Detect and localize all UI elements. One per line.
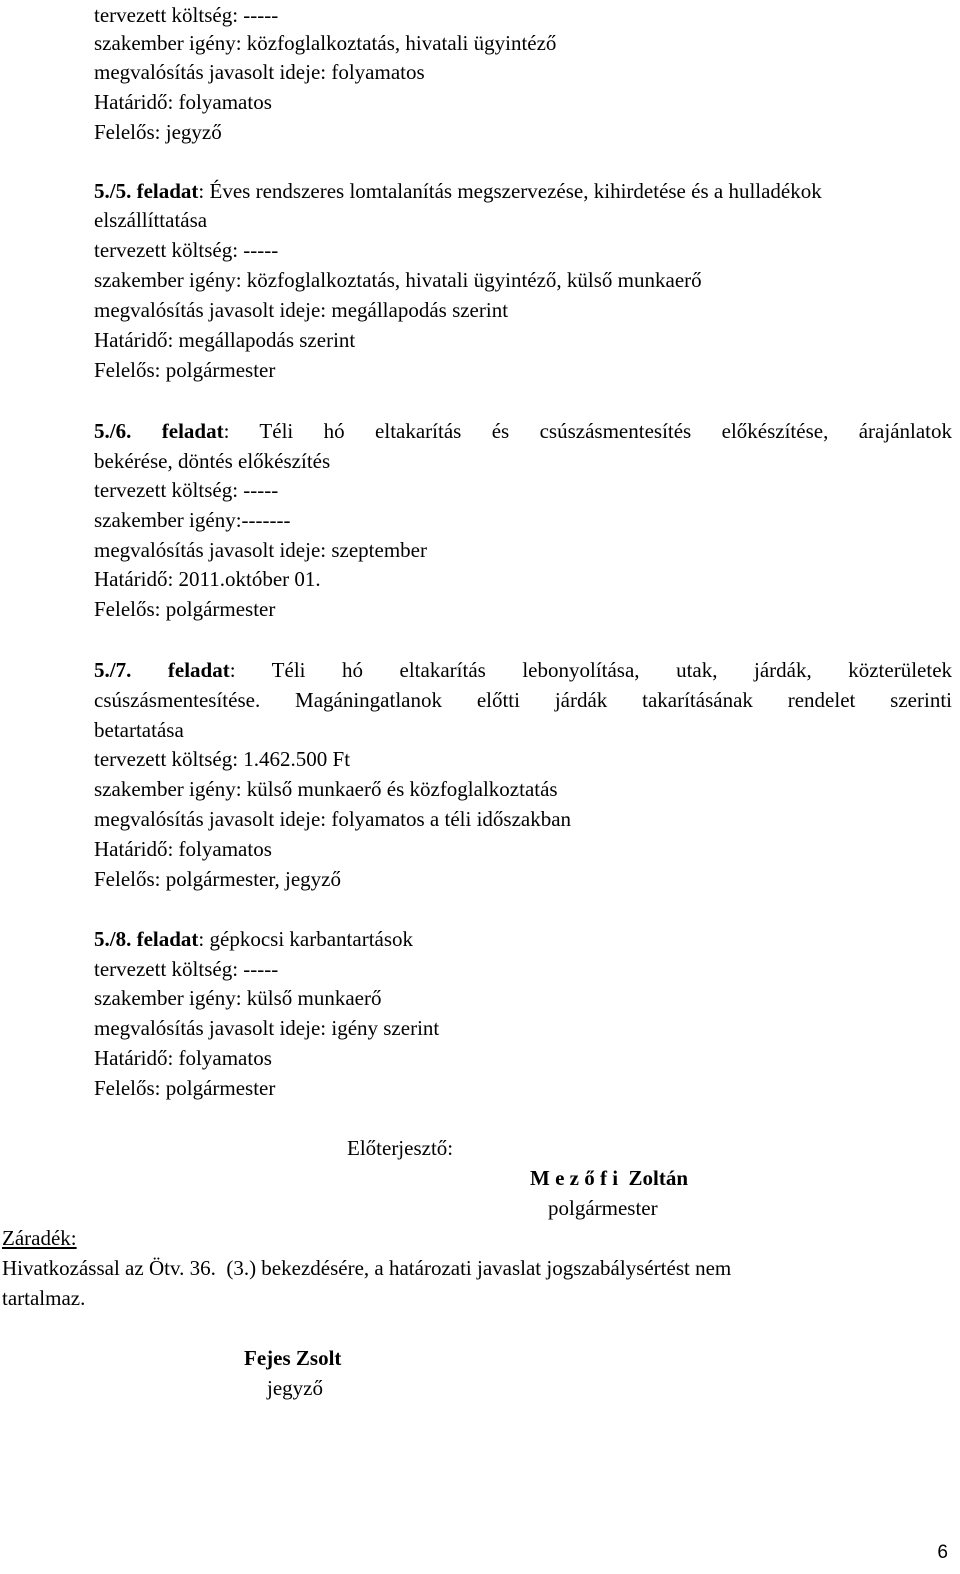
top-responsible: Felelős: jegyző bbox=[94, 120, 222, 144]
task5-title-line2: elszállíttatása bbox=[94, 208, 208, 232]
page-number: 6 bbox=[937, 1542, 948, 1563]
presenter-label: Előterjesztő: bbox=[347, 1136, 454, 1160]
task8-label: feladat bbox=[136, 927, 199, 951]
task5-label: feladat bbox=[136, 179, 199, 203]
task5-cost: tervezett költség: ----- bbox=[94, 238, 279, 262]
task5-responsible: Felelős: polgármester bbox=[94, 358, 276, 382]
task7-expert: szakember igény: külső munkaerő és közfoglalkoztatás bbox=[94, 777, 558, 801]
task7-label: feladat bbox=[167, 658, 230, 682]
task5-deadline: Határidő: megállapodás szerint bbox=[94, 328, 356, 352]
task8-title-line1: : gépkocsi karbantartások bbox=[198, 927, 414, 951]
task7-heading bbox=[94, 655, 952, 685]
task5-heading bbox=[94, 176, 822, 206]
task7-number: 5./7. bbox=[94, 658, 132, 682]
task8-responsible: Felelős: polgármester bbox=[94, 1076, 276, 1100]
task6-title-line2: bekérése, döntés előkészítés bbox=[94, 449, 331, 473]
task7-responsible: Felelős: polgármester, jegyző bbox=[94, 867, 342, 891]
task5-time: megvalósítás javasolt ideje: megállapodás szerint bbox=[94, 298, 509, 322]
task8-time: megvalósítás javasolt ideje: igény szerint bbox=[94, 1016, 440, 1040]
task8-heading bbox=[94, 924, 413, 954]
task5-title-line1: : Éves rendszeres lomtalanítás megszervezése, kihirdetése és a hulladékok bbox=[198, 179, 822, 203]
presenter-role: polgármester bbox=[548, 1196, 658, 1220]
task6-title-line1: : Téli hó eltakarítás és csúszásmentesítés előkészítése, árajánlatok bbox=[223, 419, 952, 443]
task8-expert: szakember igény: külső munkaerő bbox=[94, 986, 382, 1010]
clause-line2: tartalmaz. bbox=[2, 1286, 86, 1310]
task7-title-line2: csúszásmentesítése. Magáningatlanok előtti járdák takarításának rendelet szerinti bbox=[94, 688, 952, 712]
task6-time: megvalósítás javasolt ideje: szeptember bbox=[94, 538, 427, 562]
task7-deadline: Határidő: folyamatos bbox=[94, 837, 272, 861]
task5-number: 5./5. bbox=[94, 179, 132, 203]
notary-name: Fejes Zsolt bbox=[244, 1346, 342, 1370]
task7-time: megvalósítás javasolt ideje: folyamatos a téli időszakban bbox=[94, 807, 572, 831]
task8-deadline: Határidő: folyamatos bbox=[94, 1046, 272, 1070]
task5-expert: szakember igény: közfoglalkoztatás, hivatali ügyintéző, külső munkaerő bbox=[94, 268, 702, 292]
task8-cost: tervezett költség: ----- bbox=[94, 957, 279, 981]
task6-deadline: Határidő: 2011.október 01. bbox=[94, 567, 321, 591]
clause-line1: Hivatkozással az Ötv. 36. (3.) bekezdésére, a határozati javaslat jogszabálysértést nem bbox=[2, 1256, 732, 1280]
task7-title-line1: : Téli hó eltakarítás lebonyolítása, utak, járdák, közterületek bbox=[229, 658, 953, 682]
task6-cost: tervezett költség: ----- bbox=[94, 478, 279, 502]
task8-number: 5./8. bbox=[94, 927, 132, 951]
task6-label: feladat bbox=[161, 419, 224, 443]
presenter-name: M e z ő f i Zoltán bbox=[530, 1166, 689, 1190]
top-cost: tervezett költség: ----- bbox=[94, 3, 279, 27]
task6-responsible: Felelős: polgármester bbox=[94, 597, 276, 621]
top-expert: szakember igény: közfoglalkoztatás, hivatali ügyintéző bbox=[94, 31, 557, 55]
notary-role: jegyző bbox=[267, 1376, 323, 1400]
top-time: megvalósítás javasolt ideje: folyamatos bbox=[94, 60, 425, 84]
task7-cost: tervezett költség: 1.462.500 Ft bbox=[94, 747, 351, 771]
top-deadline: Határidő: folyamatos bbox=[94, 90, 272, 114]
task7-title-line3: betartatása bbox=[94, 718, 184, 742]
task6-heading bbox=[94, 416, 952, 446]
task6-expert: szakember igény:------- bbox=[94, 508, 291, 532]
task6-number: 5./6. bbox=[94, 419, 132, 443]
clause-heading: Záradék: bbox=[2, 1226, 77, 1250]
